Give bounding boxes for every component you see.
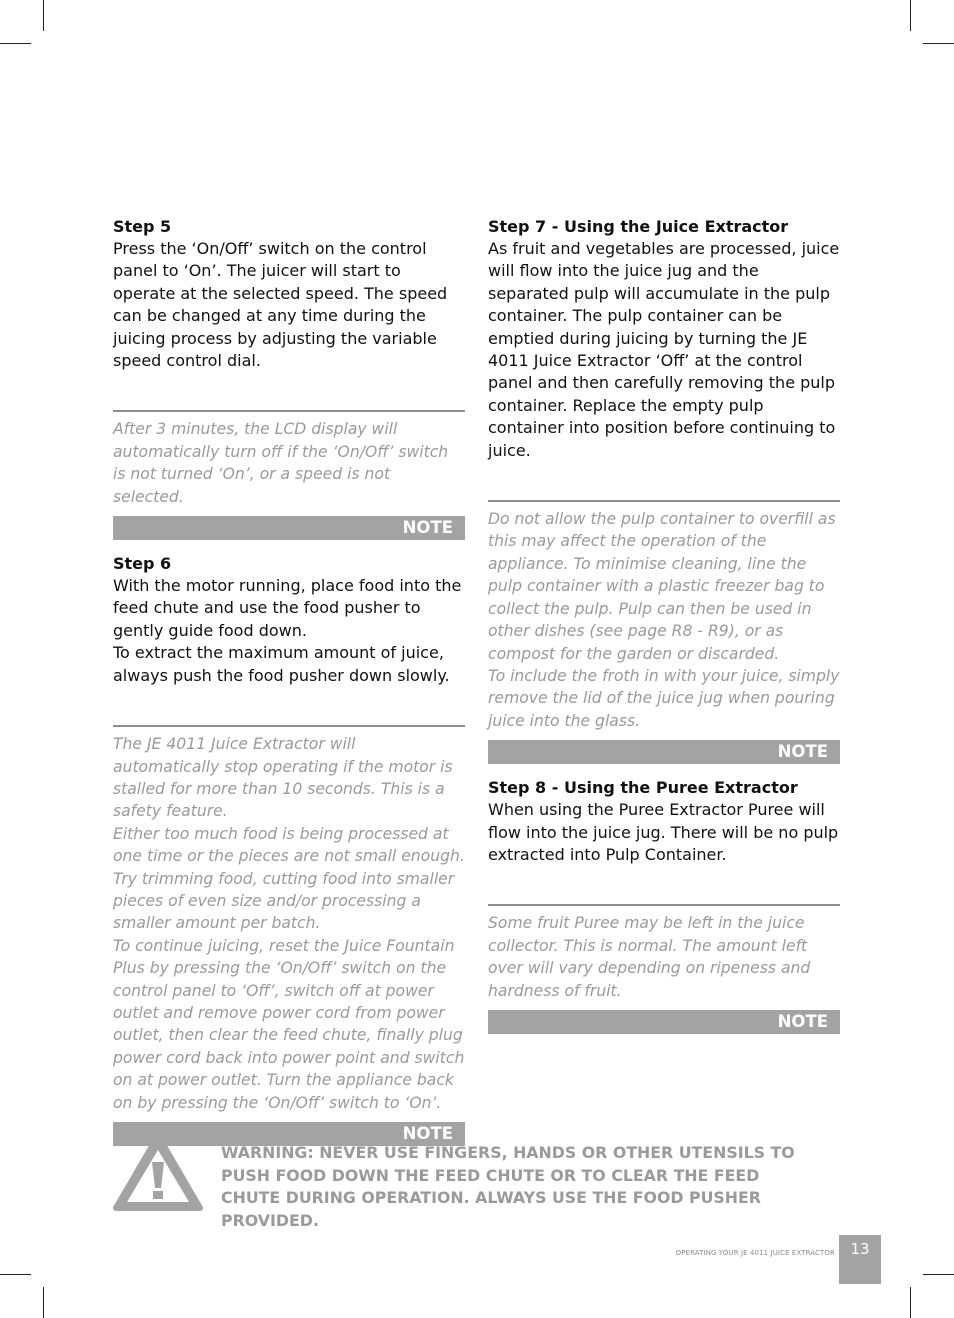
warning-triangle-icon [112, 1132, 204, 1212]
crop-mark [910, 0, 911, 31]
crop-mark [0, 1274, 31, 1275]
step-5 [113, 216, 465, 372]
running-title: OPERATING YOUR JE 4011 JUICE EXTRACTOR [675, 1249, 835, 1257]
note-4 [488, 904, 840, 1034]
page-number: 13 [839, 1235, 881, 1284]
note-2-label: NOTE [113, 1122, 465, 1146]
step-5-body: Press the ‘On/Off’ switch on the control panel to ‘On’. The juicer will start to operate at the selected speed. The speed can be changed at any time during the juicing process by adjusting the variable speed control dial. [113, 239, 448, 371]
step-6-paragraph: With the motor running, place food into the feed chute and use the food pusher to gently guide food down. [113, 576, 462, 640]
step-6-paragraph: To extract the maximum amount of juice, always push the food pusher down slowly. [113, 643, 450, 685]
note-1-label: NOTE [113, 516, 465, 540]
step-5-title: Step 5 [113, 217, 172, 236]
note-3 [488, 500, 840, 764]
step-6 [113, 553, 465, 687]
step-7 [488, 216, 840, 462]
note-4-label: NOTE [488, 1010, 840, 1034]
note-2-text [113, 733, 465, 1114]
note-1-line: After 3 minutes, the LCD display will automatically turn off if the ‘On/Off’ switch is not turned ‘On’, or a speed is not selected. [113, 420, 449, 506]
note-3-text [488, 508, 840, 732]
step-6-title: Step 6 [113, 554, 172, 574]
warning-text: WARNING: NEVER USE FINGERS, HANDS OR OTHER UTENSILS TO PUSH FOOD DOWN THE FEED CHUTE OR TO CLEAR THE FEED CHUTE DURING OPERATION. ALWAYS USE THE FOOD PUSHER PROVIDED. [221, 1143, 795, 1230]
note-1 [113, 410, 465, 540]
note-3-line: Do not allow the pulp container to overfill as this may affect the operation of the appliance. To minimise cleaning, line the pulp container with a plastic freezer bag to collect the pulp. Pulp can then be used in other dishes (see page R8 - R9), or as compost for the garden or discarded. [488, 510, 836, 663]
crop-mark [43, 0, 44, 31]
note-3-label: NOTE [488, 740, 840, 764]
step-7-title: Step 7 - Using the Juice Extractor [488, 217, 789, 236]
note-1-text [113, 418, 465, 508]
crop-mark [43, 1287, 44, 1318]
note-2-line: Either too much food is being processed at one time or the pieces are not small enough. Try trimming food, cutting food into smaller pieces of even size and/or processing a smaller amount per batch. [113, 824, 465, 933]
step-8-body: When using the Puree Extractor Puree will flow into the juice jug. There will be no pulp extracted into Pulp Container. [488, 800, 839, 864]
crop-mark [923, 1274, 954, 1275]
note-3-line: To include the froth in with your juice, simply remove the lid of the juice jug when pouring juice into the glass. [488, 666, 840, 730]
step-8-title: Step 8 - Using the Puree Extractor [488, 778, 798, 798]
note-2 [113, 725, 465, 1146]
note-2-line: The JE 4011 Juice Extractor will automatically stop operating if the motor is stalled for more than 10 seconds. This is a safety feature. [113, 735, 453, 821]
left-column [113, 216, 465, 1146]
step-7-body: As fruit and vegetables are processed, juice will flow into the juice jug and the separated pulp will accumulate in the pulp container. The pulp container can be emptied during juicing by turning the JE 4011 Juice Extractor ‘Off’ at the control panel and then carefully removing the pulp container. Replace the empty pulp container into position before continuing to juice. [488, 239, 840, 460]
right-column [488, 216, 840, 1034]
step-8 [488, 777, 840, 866]
note-2-line: To continue juicing, reset the Juice Fountain Plus by pressing the ‘On/Off’ switch on the control panel to ‘Off’, switch off at power outlet and remove power cord from power outlet, then clear the feed chute, finally plug power cord back into power point and switch on at power outlet. Turn the appliance back on by pressing the ‘On/Off’ switch to ‘On’. [113, 936, 465, 1112]
crop-mark [910, 1287, 911, 1318]
crop-mark [0, 43, 31, 44]
note-4-text [488, 912, 840, 1002]
step-6-body [113, 575, 465, 687]
crop-mark [923, 43, 954, 44]
note-4-line: Some fruit Puree may be left in the juice collector. This is normal. The amount left over will vary depending on ripeness and hardness of fruit. [488, 914, 811, 1000]
